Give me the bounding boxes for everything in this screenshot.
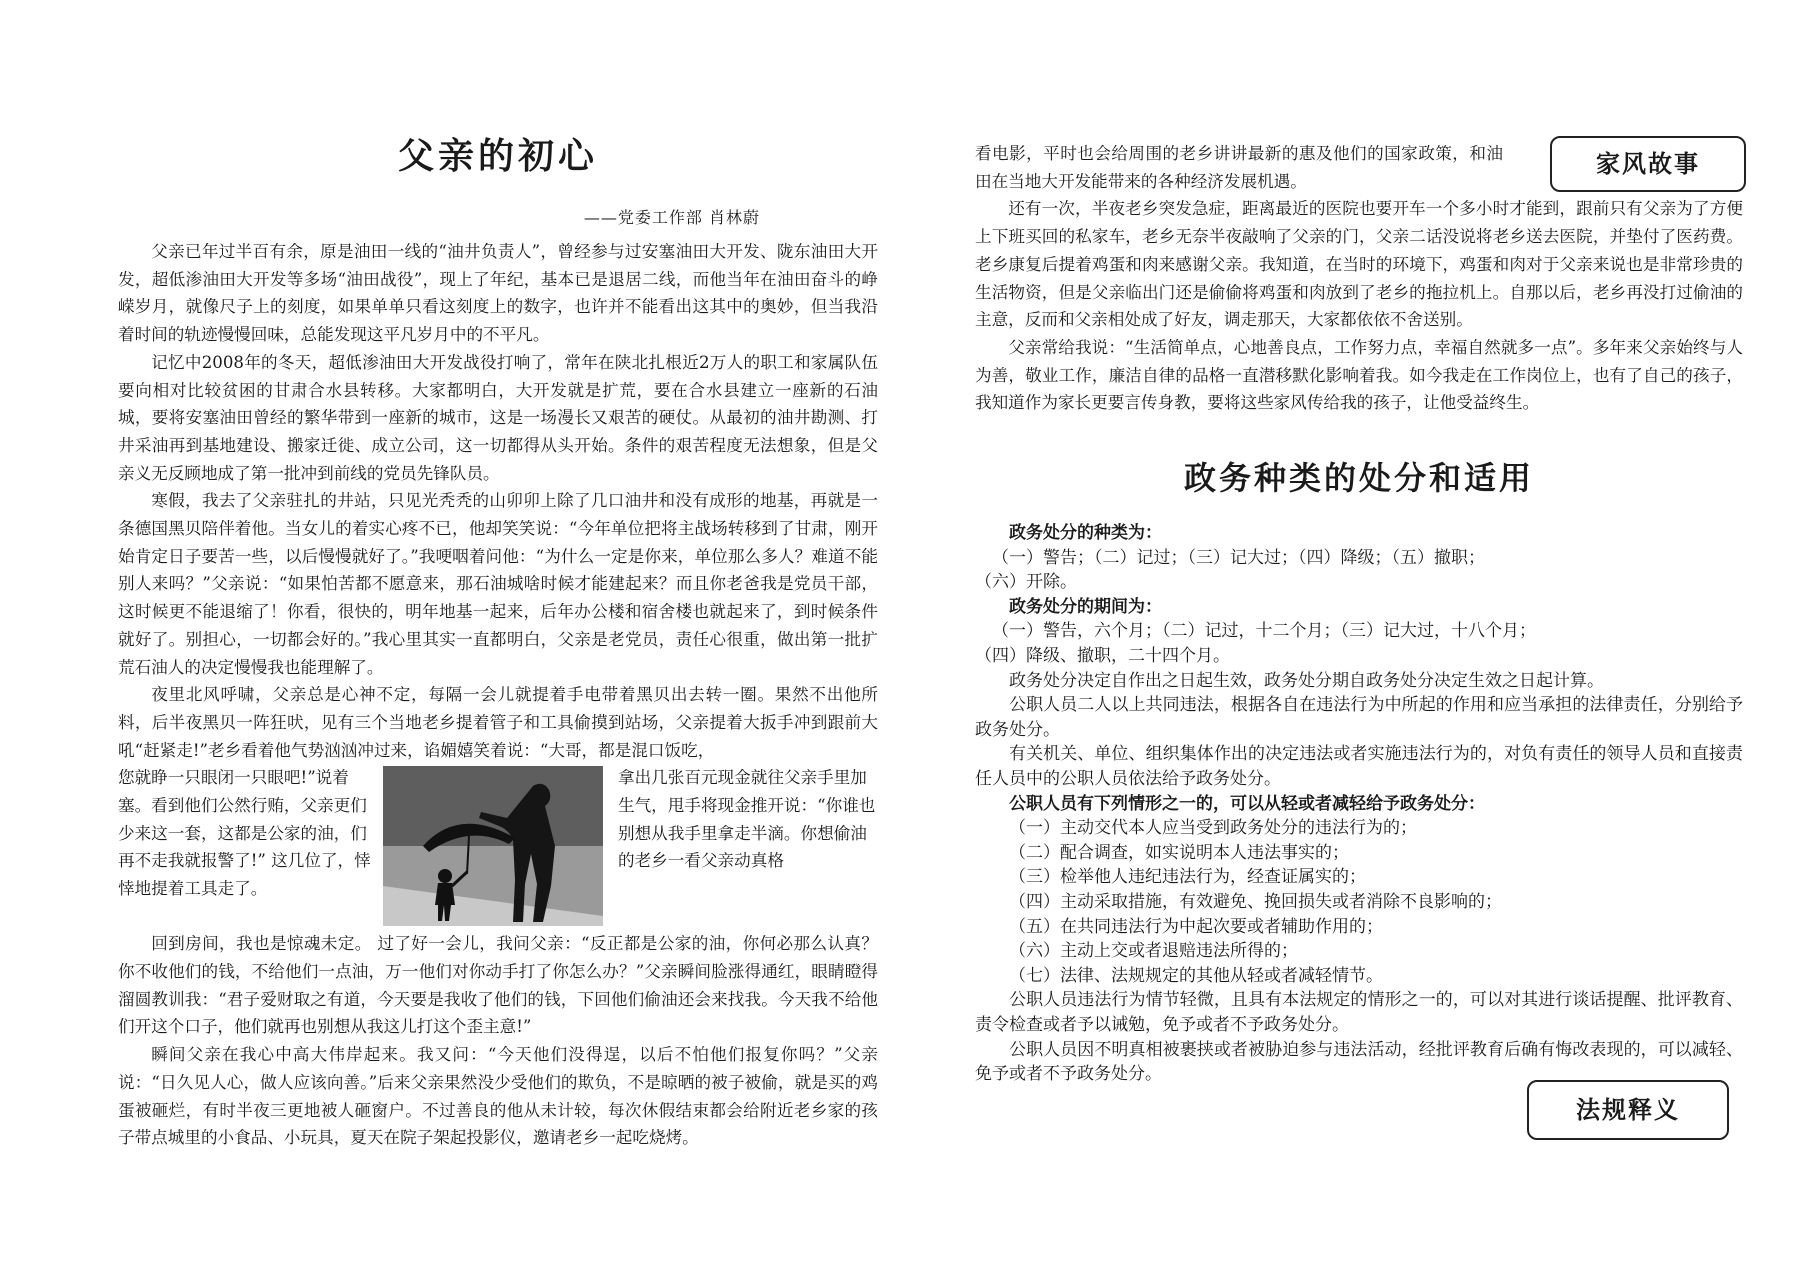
paragraph: 记忆中2008年的冬天，超低渗油田大开发战役打响了，常年在陕北扎根近2万人的职工和家属队伍要向相对比较贫困的甘肃合水县转移。大家都明白，大开发就是扩荒，要在合水县建立一座新的石油城，要将安塞油田曾经的繁华带到一座新的城市，这是一场漫长又艰苦的硬仗。从最初的油井勘测、打井采油再到基地建设、搬家迁徙、成立公司，这一切都得从头开始。条件的艰苦程度无法想象，但是父亲义无反顾地成了第一批冲到前线的党员先锋队员。 [118, 352, 878, 483]
story-paragraph: 父亲常给我说：“生活简单点，心地善良点，工作努力点，幸福自然就多一点”。多年来父亲始终与人为善，敬业工作，廉洁自律的品格一直潜移默化影响着我。如今我走在工作岗位上，也有了自己的孩子，我知道作为家长更要言传身教，要将这些家风传给我的孩子，让他受益终生。 [975, 337, 1743, 413]
silhouette-image [383, 766, 603, 926]
figure-block [118, 764, 878, 930]
law-line: （三）检举他人违纪违法行为，经查证属实的； [1009, 867, 1366, 888]
family-story-badge: 家风故事 [1550, 136, 1746, 192]
law-line: 公职人员二人以上共同违法，根据各自在违法行为中所起的作用和应当承担的法律责任，分别给予政务处分。 [975, 695, 1743, 740]
paragraph: 寒假，我去了父亲驻扎的井站，只见光秃秃的山卯卯上除了几口油井和没有成形的地基，再就是一条德国黑贝陪伴着他。当女儿的着实心疼不已，他却笑笑说：“今年单位把将主战场转移到了甘肃，刚开始肯定日子要苦一些，以后慢慢就好了。”我哽咽着问他：“为什么一定是你来，单位那么多人？难道不能别人来吗？”父亲说：“如果怕苦都不愿意来，那石油城啥时候才能建起来？而且你老爸我是党员干部，这时候更不能退缩了！你看，很快的，明年地基一起来，后年办公楼和宿舍楼也就起来了，到时候条件就好了。别担心，一切都会好的。”我心里其实一直都明白，父亲是老党员，责任心很重，做出第一批扩荒石油人的决定慢慢我也能理解了。 [118, 491, 878, 677]
law-section-title: 政务种类的处分和适用 [1183, 459, 1534, 498]
figure-left-text: 您就睁一只眼闭一只眼吧!”说着塞。看到他们公然行贿，父亲更们少来这一套，这都是公家的油，们再不走我就报警了!” 这几位了，悻悻地提着工具走了。 [118, 768, 371, 899]
law-line: （五）在共同违法行为中起次要或者辅助作用的； [1009, 916, 1383, 937]
paragraph: 父亲已年过半百有余，原是油田一线的“油井负责人”，曾经参与过安塞油田大开发、陇东油田大开发，超低渗油田大开发等多场“油田战役”，现上了年纪，基本已是退居二线，而他当年在油田奋斗的峥嵘岁月，就像尺子上的刻度，如果单单只看这刻度上的数字，也许并不能看出这其中的奥妙，但当我沿着时间的轨迹慢慢回味，总能发现这平凡岁月中的不平凡。 [118, 242, 878, 345]
story-paragraph: 看电影，平时也会给周围的老乡讲讲最新的惠及他们的国家政策，和油田在当地大开发能带来的各种经济发展机遇。 [975, 144, 1503, 191]
law-line: （四）主动采取措施，有效避免、挽回损失或者消除不良影响的； [1009, 891, 1502, 912]
law-line: （一）警告；（二）记过；（三）记大过；（四）降级；（五）撤职； [992, 547, 1485, 568]
article-byline: ——党委工作部 肖林蔚 [583, 208, 760, 227]
law-line: （六）开除。 [975, 572, 1077, 593]
law-line: （一）警告，六个月；（二）记过，十二个月；（三）记大过，十八个月； [992, 621, 1536, 642]
law-line: 政务处分的期间为： [1009, 596, 1162, 617]
article-body-bottom [118, 930, 878, 1152]
law-line: 公职人员违法行为情节轻微，且具有本法规定的情形之一的，可以对其进行谈话提醒、批评教育、责令检查或者予以诫勉，免予或者不予政务处分。 [975, 990, 1743, 1035]
law-line: 政务处分决定自作出之日起生效，政务处分期自政务处分决定生效之日起计算。 [1009, 670, 1604, 691]
paragraph: 夜里北风呼啸，父亲总是心神不定，每隔一会儿就提着手电带着黑贝出去转一圈。果然不出他所料，后半夜黑贝一阵狂吠，见有三个当地老乡提着管子和工具偷摸到站场，父亲提着大扳手冲到跟前大吼“赶紧走!”老乡看着他气势汹汹冲过来，谄媚嬉笑着说：“大哥，都是混口饭吃， [118, 685, 878, 760]
law-line: 公职人员有下列情形之一的，可以从轻或者减轻给予政务处分： [1009, 793, 1485, 814]
law-line: 公职人员因不明真相被裹挟或者被胁迫参与违法活动，经批评教育后确有悔改表现的，可以减轻、免予或者不予政务处分。 [975, 1039, 1743, 1085]
law-lines [975, 521, 1743, 1087]
right-column [975, 140, 1743, 1087]
figure-right-text: 拿出几张百元现金就往父亲手里加生气，甩手将现金推开说：“你谁也别想从我手里拿走半滴。你想偷油的老乡一看父亲动真格 [618, 768, 876, 871]
law-interpretation-badge: 法规释义 [1527, 1080, 1729, 1140]
law-line: 有关机关、单位、组织集体作出的决定违法或者实施违法行为的，对负有责任的领导人员和直接责任人员中的公职人员依法给予政务处分。 [975, 744, 1743, 789]
law-line: （二）配合调查，如实说明本人违法事实的； [1009, 842, 1349, 863]
law-line: （七）法律、法规规定的其他从轻或者减轻情节。 [1009, 965, 1383, 986]
father-child-umbrella-photo [383, 766, 603, 926]
article-title: 父亲的初心 [397, 136, 598, 177]
story-continued [975, 140, 1743, 417]
story-paragraph: 还有一次，半夜老乡突发急症，距离最近的医院也要开车一个多小时才能到，跟前只有父亲为了方便上下班买回的私家车，老乡无奈半夜敲响了父亲的门，父亲二话没说将老乡送去医院，并垫付了医药费。老乡康复后提着鸡蛋和肉来感谢父亲。我知道，在当时的环境下，鸡蛋和肉对于父亲来说也是非常珍贵的生活物资，但是父亲临出门还是偷偷将鸡蛋和肉放到了老乡的拖拉机上。自那以后，老乡再没打过偷油的主意，反而和父亲相处成了好友，调走那天，大家都依依不舍送别。 [975, 199, 1743, 330]
law-line: （六）主动上交或者退赔违法所得的； [1009, 941, 1298, 962]
law-line: （四）降级、撤职，二十四个月。 [975, 646, 1230, 666]
paragraph: 回到房间，我也是惊魂未定。 过了好一会儿，我问父亲：“反正都是公家的油，你何必那么认真？你不收他们的钱，不给他们一点油，万一他们对你动手打了你怎么办？”父亲瞬间脸涨得通红，眼睛瞪得溜圆教训我：“君子爱财取之有道，今天要是我收了他们的钱，下回他们偷油还会来找我。今天我不给他们开这个口子，他们就再也别想从我这儿打这个歪主意!” [118, 934, 878, 1037]
paragraph: 瞬间父亲在我心中高大伟岸起来。我又问：“今天他们没得逞，以后不怕他们报复你吗？”父亲说：“日久见人心，做人应该向善。”后来父亲果然没少受他们的欺负，不是晾晒的被子被偷，就是买的鸡蛋被砸烂，有时半夜三更地被人砸窗户。不过善良的他从未计较，每次休假结束都会给附近老乡家的孩子带点城里的小食品、小玩具，夏天在院子架起投影仪，邀请老乡一起吃烧烤。 [118, 1045, 878, 1148]
left-column [118, 128, 878, 1152]
law-line: 政务处分的种类为： [1009, 523, 1162, 544]
article-body-top [118, 238, 878, 764]
law-line: （一）主动交代本人应当受到政务处分的违法行为的； [1009, 818, 1417, 839]
